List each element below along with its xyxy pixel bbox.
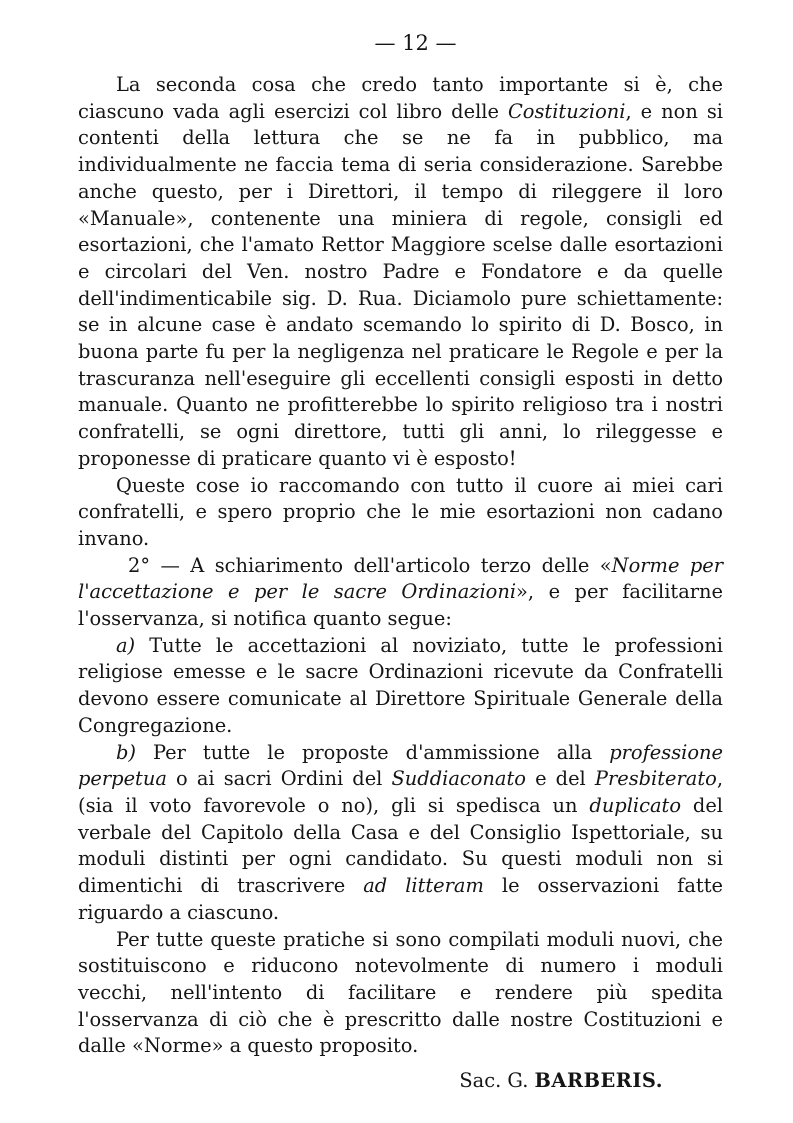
paragraph-a-text: Tutte le accettazioni al noviziato, tutte le professioni religiose emesse e le sacre Ordinazioni ricevute da Confratelli devono essere comunicate al Direttore Spirituale Generale della Congregazione.: [78, 633, 723, 737]
paragraph-b-italic-1: professione perpetua: [78, 740, 723, 791]
paragraph-b-text-2: o ai sacri Ordini del: [166, 767, 392, 791]
paragraph-1-text-1: La seconda cosa che credo tanto importante si è, che ciascuno vada agli esercizi col libro delle: [78, 73, 723, 123]
paragraph-b: [78, 740, 723, 927]
paragraph-3-italic-1: Norme per l'accettazione e per le sacre Ordinazioni: [78, 553, 723, 604]
paragraph-b-italic-4: duplicato: [589, 793, 682, 817]
signature: [78, 1068, 723, 1095]
signature-name: BARBERIS.: [534, 1069, 663, 1093]
body-text: [78, 72, 723, 1060]
paragraph-3: [78, 553, 723, 633]
paragraph-3-text-1: 2° — A schiarimento dell'articolo terzo delle «: [128, 553, 612, 577]
paragraph-b-label: b): [116, 740, 136, 764]
paragraph-3-text-2: », e per facilitarne l'osservanza, si notifica quanto segue:: [78, 580, 723, 631]
paragraph-a: [78, 633, 723, 740]
document-page: [78, 28, 723, 1095]
paragraph-b-text-6: le osservazioni fatte riguardo a ciascuno.: [78, 874, 723, 924]
paragraph-2: Queste cose io raccomando con tutto il cuore ai miei cari confratelli, e spero proprio che le mie esortazioni non cadano invano.: [78, 473, 723, 550]
paragraph-1-italic-1: Costituzioni: [507, 99, 626, 123]
paragraph-b-text-3: e del: [525, 767, 595, 791]
paragraph-b-text-4: , (sia il voto favorevole o no), gli si spedisca un: [78, 767, 723, 817]
paragraph-a-label: a): [116, 633, 136, 657]
paragraph-b-text-1: Per tutte le proposte d'ammissione alla: [135, 740, 610, 764]
paragraph-b-italic-3: Presbiterato: [594, 767, 717, 791]
paragraph-b-italic-5: ad litteram: [363, 874, 484, 898]
page-number: — 12 —: [374, 31, 457, 55]
paragraph-b-text-5: del verbale del Capitolo della Casa e del Consiglio Ispettoriale, su moduli distinti per ogni candidato. Su questi moduli non si dimentichi di trascrivere: [78, 793, 723, 898]
paragraph-b-italic-2: Suddiaconato: [391, 767, 526, 791]
paragraph-6: Per tutte queste pratiche si sono compilati moduli nuovi, che sostituiscono e riducono notevolmente di numero i moduli vecchi, nell'intento di facilitare e rendere più spedita l'osservanza di ciò che è prescritto dalle nostre Costituzioni e dalle «Norme» a questo proposito.: [78, 927, 723, 1058]
paragraph-1-text-2: , e non si contenti della lettura che se ne fa in pubblico, ma individualmente ne faccia tema di seria considerazione. Sarebbe anche questo, per i Direttori, il tempo di rileggere il loro «Manuale», contenente una miniera di regole, consigli ed esortazioni, che l'amato Rettor Maggiore scelse dalle esortazioni e circolari del Ven. nostro Padre e Fondatore e da quelle dell'indimenticabile sig. D. Rua. Diciamolo pure schiettamente: se in alcune case è andato scemando lo spirito di D. Bosco, in buona parte fu per la negligenza nel praticare le Regole e per la trascuranza nell'eseguire gli eccellenti consigli esposti in detto manuale. Quanto ne profitterebbe lo spirito religioso tra i nostri confratelli, se ogni direttore, tutti gli anni, lo rileggesse e proponesse di praticare quanto vi è esposto!: [78, 99, 723, 470]
signature-title: Sac. G.: [459, 1069, 529, 1093]
paragraph-1: [78, 72, 723, 473]
